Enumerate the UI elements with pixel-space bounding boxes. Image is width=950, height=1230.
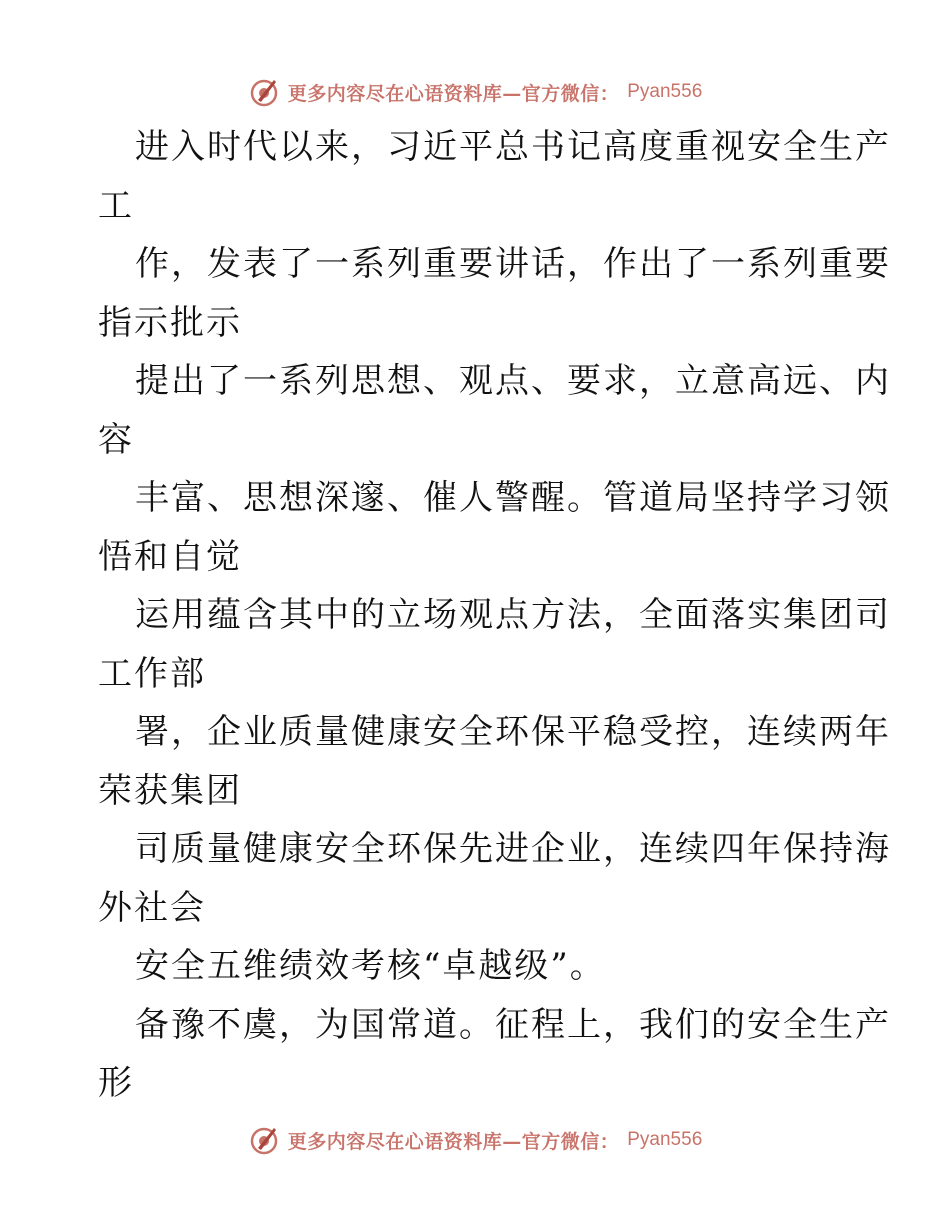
watermark-text: 更多内容尽在心语资料库—官方微信： — [287, 1130, 620, 1153]
text-line: 运用蕴含其中的立场观点方法，全面落实集团司 — [135, 595, 891, 635]
text-line: 工作部 — [98, 653, 206, 694]
text-line: 悟和自觉 — [98, 536, 242, 577]
watermark-wechat-id: Pyan556 — [627, 1129, 703, 1150]
text-line: 安全五维绩效考核“卓越级”。 — [135, 946, 606, 986]
text-line: 荣获集团 — [98, 770, 242, 811]
text-line: 容 — [98, 419, 134, 460]
text-line: 指示批示 — [98, 302, 242, 343]
text-line: 进入时代以来，习近平总书记高度重视安全生产 — [135, 127, 891, 167]
text-line: 形 — [98, 1063, 134, 1103]
text-line: 外社会 — [98, 887, 206, 928]
header-watermark — [0, 72, 950, 112]
quill-logo-icon — [248, 76, 280, 108]
text-line: 作，发表了一系列重要讲话，作出了一系列重要 — [135, 244, 891, 284]
footer-watermark — [0, 1120, 950, 1160]
quill-logo-icon — [248, 1124, 280, 1156]
document-body — [98, 118, 891, 1113]
text-line: 备豫不虞，为国常道。征程上，我们的安全生产 — [135, 1004, 891, 1045]
watermark-wechat-id: Pyan556 — [627, 81, 703, 102]
text-line: 工 — [98, 185, 134, 226]
text-line: 提出了一系列思想、观点、要求，立意高远、内 — [135, 361, 891, 401]
watermark-text: 更多内容尽在心语资料库—官方微信： — [287, 82, 620, 105]
text-line: 署，企业质量健康安全环保平稳受控，连续两年 — [135, 712, 891, 752]
text-line: 司质量健康安全环保先进企业，连续四年保持海 — [135, 829, 891, 869]
text-line: 丰富、思想深邃、催人警醒。管道局坚持学习领 — [135, 478, 891, 518]
